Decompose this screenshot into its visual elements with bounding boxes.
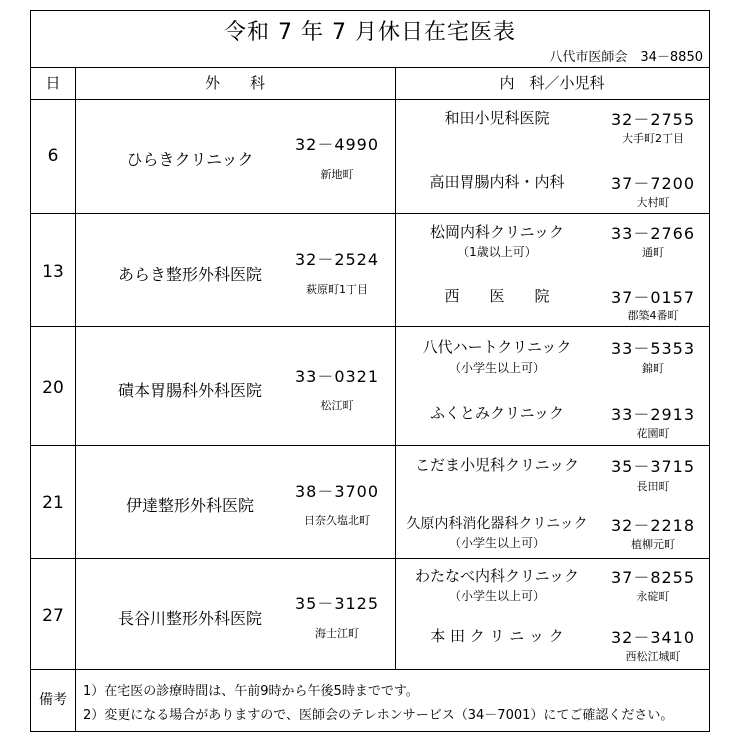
internal-clinic-name: 本 田 ク リ ニ ッ ク [430,627,564,645]
column-header-row [31,67,709,100]
surgery-phone: 35－3125 [294,594,380,613]
internal-town: 永碇町 [636,590,670,603]
internal-town: 西松江城町 [625,650,681,663]
internal-town: 通町 [642,246,664,259]
internal-phone: 32－2755 [610,110,696,129]
day-number: 6 [47,146,59,166]
internal-phone: 33－5353 [610,339,696,358]
note-line: 1）在宅医の診療時間は、午前9時から午後5時までです。 [83,684,419,699]
table-row [31,99,709,214]
internal-phone: 32－3410 [610,628,696,647]
internal-age-note: （1歳以上可） [457,245,537,259]
internal-clinic-name: 西 医 院 [444,287,550,305]
header-surgery: 外 科 [204,74,265,92]
surgery-clinic-name: ひらきクリニック [126,150,254,169]
surgery-clinic-name: あらき整形外科医院 [117,265,262,284]
internal-town: 大村町 [636,196,670,209]
note-line: 2）変更になる場合がありますので、医師会のテレホンサービス（34－7001）にてご確認ください。 [83,708,674,723]
internal-phone: 33－2913 [610,405,696,424]
table-row [31,559,709,670]
internal-town: 郡築4番町 [627,309,679,322]
surgery-phone: 32－4990 [294,135,380,154]
internal-clinic-name: こだま小児科クリニック [414,456,580,474]
surgery-town: 新地町 [320,168,354,181]
day-number: 27 [42,606,64,626]
surgery-clinic-name: 長谷川整形外科医院 [117,609,262,628]
internal-town: 錦町 [642,362,664,375]
day-number: 20 [42,378,64,398]
internal-phone: 37－8255 [610,568,696,587]
table-row [31,327,709,446]
internal-clinic-name: 和田小児科医院 [444,109,550,127]
notes-label: 備考 [39,692,67,708]
internal-clinic-name: 高田胃腸内科・内科 [429,173,565,191]
day-number: 13 [42,262,64,282]
surgery-phone: 32－2524 [294,250,380,269]
internal-town: 植柳元町 [631,538,675,551]
surgery-town: 萩原町1丁目 [306,283,368,296]
internal-age-note: （小学生以上可） [448,361,545,375]
title-area [31,11,709,68]
internal-clinic-name: 八代ハートクリニック [422,338,572,356]
internal-clinic-name: 松岡内科クリニック [429,223,565,241]
page-title: 令和 7 年 7 月休日在宅医表 [224,20,516,45]
internal-phone: 35－3715 [610,457,696,476]
internal-clinic-name: 久原内科消化器科クリニック [406,516,588,532]
internal-phone: 37－7200 [610,174,696,193]
header-internal: 内 科／小児科 [499,74,605,92]
surgery-clinic-name: 伊達整形外科医院 [125,496,254,515]
table-row [31,446,709,559]
internal-age-note: （小学生以上可） [448,589,545,603]
internal-town: 花園町 [636,427,670,440]
medical-association-contact: 八代市医師会 34－8850 [549,50,703,65]
header-day: 日 [45,74,61,92]
surgery-phone: 38－3700 [294,482,380,501]
internal-town: 大手町2丁目 [622,132,684,145]
internal-age-note: （小学生以上可） [448,536,545,550]
schedule-table [30,10,710,732]
surgery-town: 松江町 [320,399,354,412]
notes-section [31,669,709,731]
table-row [31,214,709,327]
surgery-phone: 33－0321 [294,367,380,386]
surgery-town: 海士江町 [315,627,359,640]
surgery-town: 日奈久塩北町 [304,514,370,527]
surgery-clinic-name: 磧本胃腸科外科医院 [117,381,262,400]
internal-phone: 33－2766 [610,224,696,243]
internal-phone: 37－0157 [610,288,696,307]
internal-clinic-name: ふくとみクリニック [429,404,565,422]
internal-phone: 32－2218 [610,516,696,535]
internal-clinic-name: わたなべ内科クリニック [414,567,580,585]
internal-town: 長田町 [636,480,670,493]
day-number: 21 [42,493,64,513]
